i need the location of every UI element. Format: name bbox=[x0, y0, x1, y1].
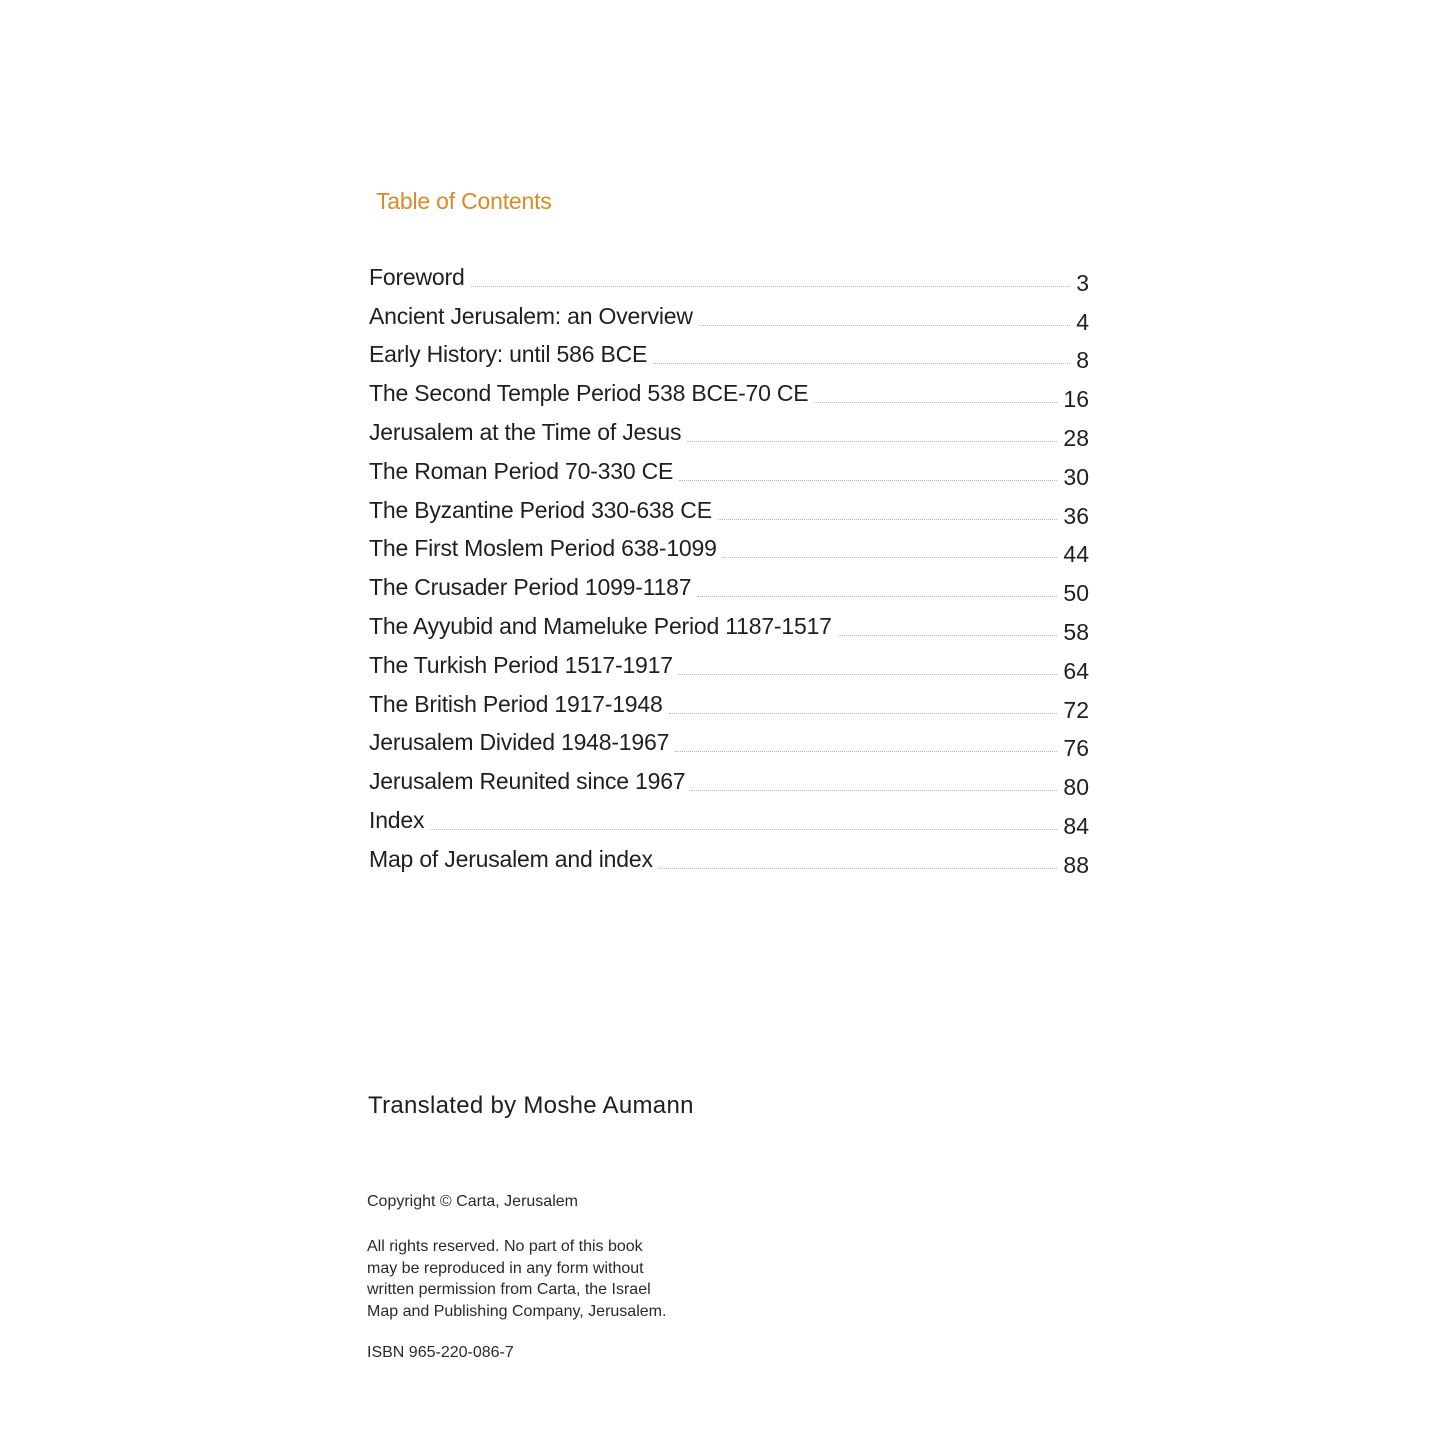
toc-entry-page: 4 bbox=[1076, 308, 1089, 335]
copyright-notice: Copyright © Carta, Jerusalem bbox=[367, 1193, 578, 1210]
toc-entry-page: 88 bbox=[1063, 851, 1089, 878]
toc-entry bbox=[369, 444, 1089, 490]
toc-entry bbox=[369, 483, 1089, 529]
toc-entry-label: The British Period 1917-1948 bbox=[369, 690, 663, 717]
toc-entry-label: The First Moslem Period 638-1099 bbox=[369, 535, 717, 562]
toc-entry-label: Jerusalem Reunited since 1967 bbox=[369, 768, 686, 795]
toc-entry bbox=[369, 599, 1089, 645]
toc-entry bbox=[369, 289, 1089, 335]
toc-leader bbox=[838, 634, 1058, 636]
toc-leader bbox=[687, 440, 1057, 442]
toc-entry-label: Ancient Jerusalem: an Overview bbox=[369, 302, 693, 329]
rights-line: written permission from Carta, the Israel bbox=[367, 1281, 651, 1299]
toc-entry-label: Jerusalem Divided 1948-1967 bbox=[369, 729, 670, 756]
toc-leader bbox=[697, 595, 1057, 597]
rights-line: may be reproduced in any form without bbox=[367, 1259, 644, 1277]
toc-leader bbox=[691, 789, 1057, 791]
translator-credit: Translated by Moshe Aumann bbox=[368, 1092, 694, 1119]
toc-title: Table of Contents bbox=[376, 188, 552, 214]
toc-leader bbox=[679, 673, 1058, 675]
toc-entry-page: 36 bbox=[1063, 502, 1089, 529]
toc-entry-page: 44 bbox=[1063, 541, 1089, 568]
toc-entry bbox=[369, 754, 1089, 801]
toc-entry-page: 64 bbox=[1063, 657, 1089, 684]
toc-leader bbox=[669, 712, 1058, 714]
toc-entry-page: 30 bbox=[1063, 463, 1089, 490]
toc-entry-label: Early History: until 586 BCE bbox=[369, 341, 648, 368]
rights-line: All rights reserved. No part of this book bbox=[367, 1238, 643, 1255]
toc-entry-page: 80 bbox=[1063, 774, 1089, 801]
rights-line: Map and Publishing Company, Jerusalem. bbox=[367, 1302, 667, 1320]
toc-entry-label: The Second Temple Period 538 BCE-70 CE bbox=[369, 380, 809, 407]
toc-entry-label: Jerusalem at the Time of Jesus bbox=[369, 418, 682, 445]
toc-entry-page: 50 bbox=[1063, 580, 1089, 607]
toc-entry-label: The Turkish Period 1517-1917 bbox=[369, 651, 673, 678]
toc-entry-page: 16 bbox=[1063, 386, 1089, 413]
toc-entry bbox=[369, 638, 1089, 684]
toc-leader bbox=[653, 362, 1070, 364]
toc-leader bbox=[718, 518, 1058, 520]
toc-entry-label: The Crusader Period 1099-1187 bbox=[369, 574, 692, 601]
toc-entry-page: 58 bbox=[1063, 618, 1089, 645]
isbn: ISBN 965-220-086-7 bbox=[367, 1344, 514, 1361]
toc-entry-page: 72 bbox=[1063, 696, 1089, 723]
toc-list bbox=[369, 250, 1089, 878]
toc-entry bbox=[369, 793, 1089, 839]
toc-leader bbox=[675, 750, 1057, 752]
toc-entry-page: 3 bbox=[1076, 269, 1089, 296]
toc-entry bbox=[369, 366, 1089, 413]
toc-entry-label: The Roman Period 70-330 CE bbox=[369, 457, 674, 484]
toc-leader bbox=[659, 867, 1058, 869]
toc-leader bbox=[699, 324, 1070, 326]
toc-leader bbox=[430, 828, 1057, 830]
toc-entry bbox=[369, 677, 1089, 723]
toc-entry-label: The Byzantine Period 330-638 CE bbox=[369, 496, 712, 523]
toc-entry bbox=[369, 560, 1089, 607]
toc-entry-page: 8 bbox=[1076, 347, 1089, 374]
toc-entry-page: 84 bbox=[1063, 812, 1089, 839]
toc-entry-label: Map of Jerusalem and index bbox=[369, 845, 653, 872]
toc-leader bbox=[471, 285, 1071, 287]
toc-entry bbox=[369, 832, 1089, 878]
toc-entry bbox=[369, 522, 1089, 568]
toc-entry-label: Index bbox=[369, 806, 425, 833]
toc-entry-page: 28 bbox=[1063, 424, 1089, 451]
toc-entry bbox=[369, 716, 1089, 762]
toc-leader bbox=[679, 479, 1057, 481]
toc-leader bbox=[723, 556, 1058, 558]
toc-entry-label: Foreword bbox=[369, 263, 465, 290]
toc-entry-label: The Ayyubid and Mameluke Period 1187-1517 bbox=[369, 612, 832, 639]
toc-leader bbox=[814, 401, 1057, 403]
toc-entry-page: 76 bbox=[1063, 735, 1089, 762]
toc-entry bbox=[369, 250, 1089, 296]
toc-entry bbox=[369, 328, 1089, 374]
rights-notice bbox=[367, 1236, 727, 1322]
toc-entry bbox=[369, 405, 1089, 451]
